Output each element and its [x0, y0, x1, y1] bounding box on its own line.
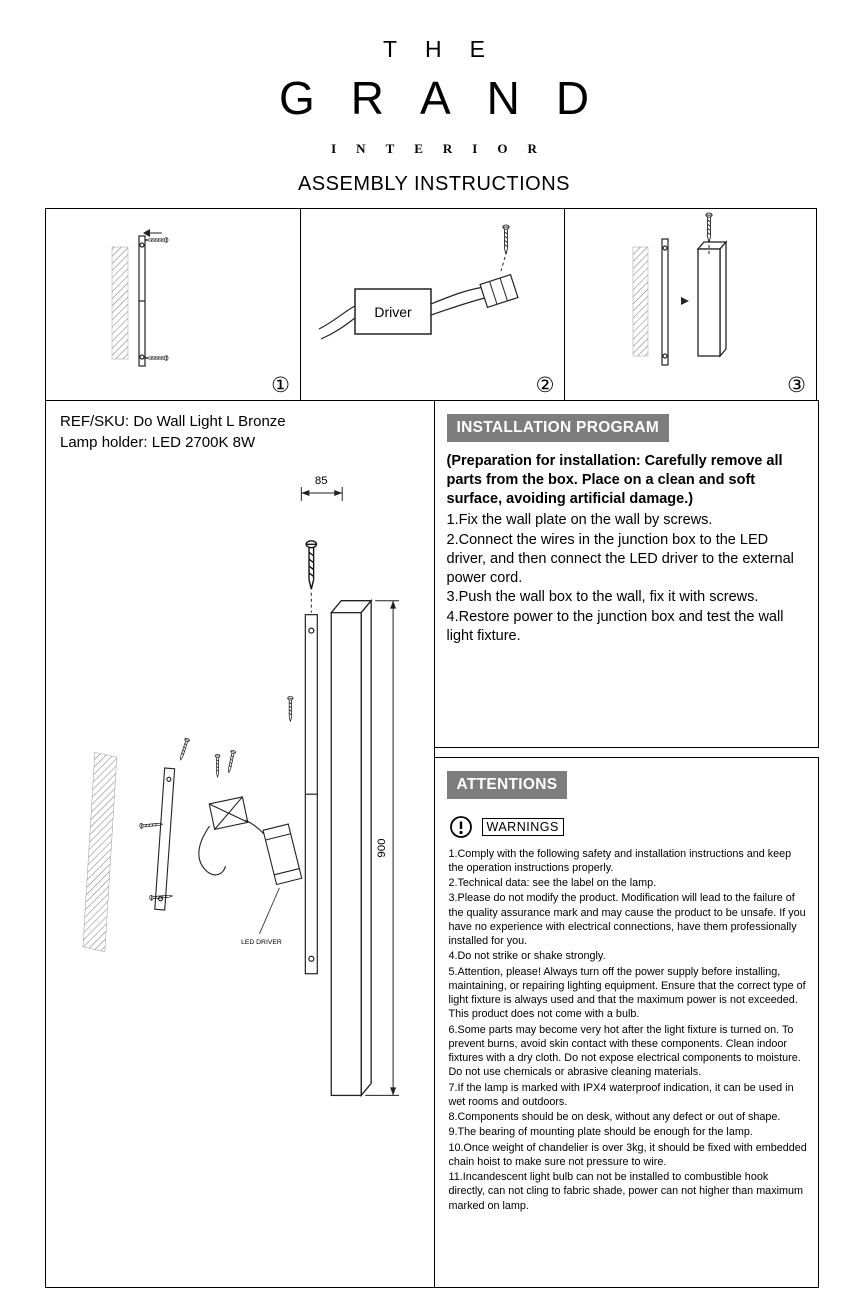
product-ref-sku: REF/SKU: Do Wall Light L Bronze [60, 412, 286, 430]
attentions-panel [434, 757, 819, 1288]
installation-step: 3.Push the wall box to the wall, fix it with screws. [446, 589, 759, 606]
screw-icon [145, 238, 168, 243]
wire [431, 297, 489, 315]
led-driver-label: LED DRIVER [241, 938, 282, 946]
step-panel-1 [45, 208, 301, 401]
screw-icon [178, 738, 190, 761]
dim-85-label: 85 [314, 474, 328, 487]
installation-step: 4.Restore power to the junction box and test the wall light fixture. [446, 608, 784, 645]
lamp-bar [331, 601, 371, 1096]
brand-line-the: THE [383, 36, 513, 62]
step-number-1: ① [271, 374, 290, 397]
brand-line-grand: GRAND [278, 72, 626, 124]
step3-mount-body-diagram [565, 209, 816, 400]
warnings-row [449, 815, 806, 839]
led-driver-box [263, 824, 302, 884]
warning-item: 6.Some parts may become very hot after the light fixture is turned on. To prevent burns, avoid skin contact with these components. Clean indoor fixtures with a dry cloth. Do not expose electrical components to moisture. Do not use chemicals or abrasive cleaning materials. [448, 1023, 801, 1079]
warning-item: 7.If the lamp is marked with IPX4 waterproof indication, it can be used in wet rooms and outdoors. [448, 1081, 794, 1108]
tall-wall-plate [305, 615, 317, 974]
main-technical-diagram [46, 454, 433, 1282]
installation-program-panel [434, 400, 819, 748]
wire [199, 826, 226, 875]
wire [319, 306, 355, 329]
warning-items [449, 847, 808, 1213]
screw-icon [502, 225, 508, 254]
brand-line-interior: INTERIOR [331, 141, 557, 156]
screw-icon [140, 822, 163, 829]
junction-box [480, 275, 518, 308]
screw-icon [706, 213, 712, 242]
mounting-plate [155, 768, 175, 910]
brand-header [0, 0, 868, 196]
wire [431, 287, 485, 304]
right-column [434, 400, 819, 1288]
warning-item: 8.Components should be on desk, without any defect or out of shape. [448, 1111, 781, 1123]
content-row [45, 400, 820, 1288]
product-info [46, 401, 434, 455]
warning-item: 10.Once weight of chandelier is over 3kg, it should be fixed with embedded chain hoist to make sure not pressure to wire. [448, 1141, 807, 1168]
junction-bracket [209, 797, 248, 829]
wall-hatch [83, 752, 117, 951]
screw-icon [215, 754, 220, 777]
warning-item: 5.Attention, please! Always turn off the power supply before installing, maintaining, or repairing lighting equipment. Ensure that the correct type of light fixture is always used and that the maximum power is not exceeded. This product does not come with a bulb. [448, 965, 806, 1021]
screw-icon [288, 696, 293, 721]
warning-item: 4.Do not strike or shake strongly. [448, 950, 606, 963]
warning-item: 11.Incandescent light bulb can not be installed to combustible hook directly, can not cling to fabric shade, power can not higher than maximum marked on lamp. [448, 1171, 803, 1212]
warning-item: 3.Please do not modify the product. Modification will lead to the failure of the quality assurance mark and may cause the product to be unsafe. If you have no experience with electrical connections, have them professionally installed for you. [448, 892, 806, 947]
installation-heading: INSTALLATION PROGRAM [447, 414, 670, 442]
dim-900-label: 900 [376, 838, 389, 858]
wall-plate [139, 236, 145, 366]
step-number-3: ③ [787, 374, 806, 397]
warnings-label: WARNINGS [482, 818, 564, 836]
screw-icon [145, 356, 168, 361]
step-panel-2 [300, 208, 566, 401]
installation-preparation: (Preparation for installation: Carefully remove all parts from the box. Place on a clean and soft surface, avoiding artificial damage.) [446, 452, 783, 508]
product-diagram-panel [45, 400, 435, 1288]
step-panel-3 [564, 208, 817, 401]
warning-item: 1.Comply with the following safety and installation instructions and keep the operation instructions properly. [448, 847, 792, 874]
warning-icon [449, 815, 473, 839]
attentions-heading: ATTENTIONS [447, 771, 568, 799]
step1-wall-plate-diagram [46, 209, 300, 400]
arrow-right [681, 297, 689, 305]
screw-icon [306, 541, 316, 589]
driver-label: Driver [373, 304, 412, 320]
wall-plate [662, 239, 668, 365]
screw-icon [226, 750, 236, 774]
warning-item: 9.The bearing of mounting plate should be enough for the lamp. [448, 1126, 753, 1139]
installation-step: 2.Connect the wires in the junction box to the LED driver, and then connect the LED driver to the external power cord. [446, 531, 794, 587]
product-lamp-holder: Lamp holder: LED 2700K 8W [60, 434, 256, 452]
installation-steps [447, 511, 808, 646]
wall-hatch [633, 247, 648, 356]
lamp-body [698, 242, 726, 356]
wall-hatch [112, 247, 128, 359]
wire [321, 318, 355, 339]
installation-step: 1.Fix the wall plate on the wall by screws. [446, 512, 713, 529]
document-title: ASSEMBLY INSTRUCTIONS [297, 173, 571, 195]
step-number-2: ② [535, 374, 555, 397]
assembly-steps-row [45, 208, 820, 401]
warning-item: 2.Technical data: see the label on the lamp. [448, 877, 657, 889]
step2-driver-wiring-diagram [301, 209, 565, 400]
